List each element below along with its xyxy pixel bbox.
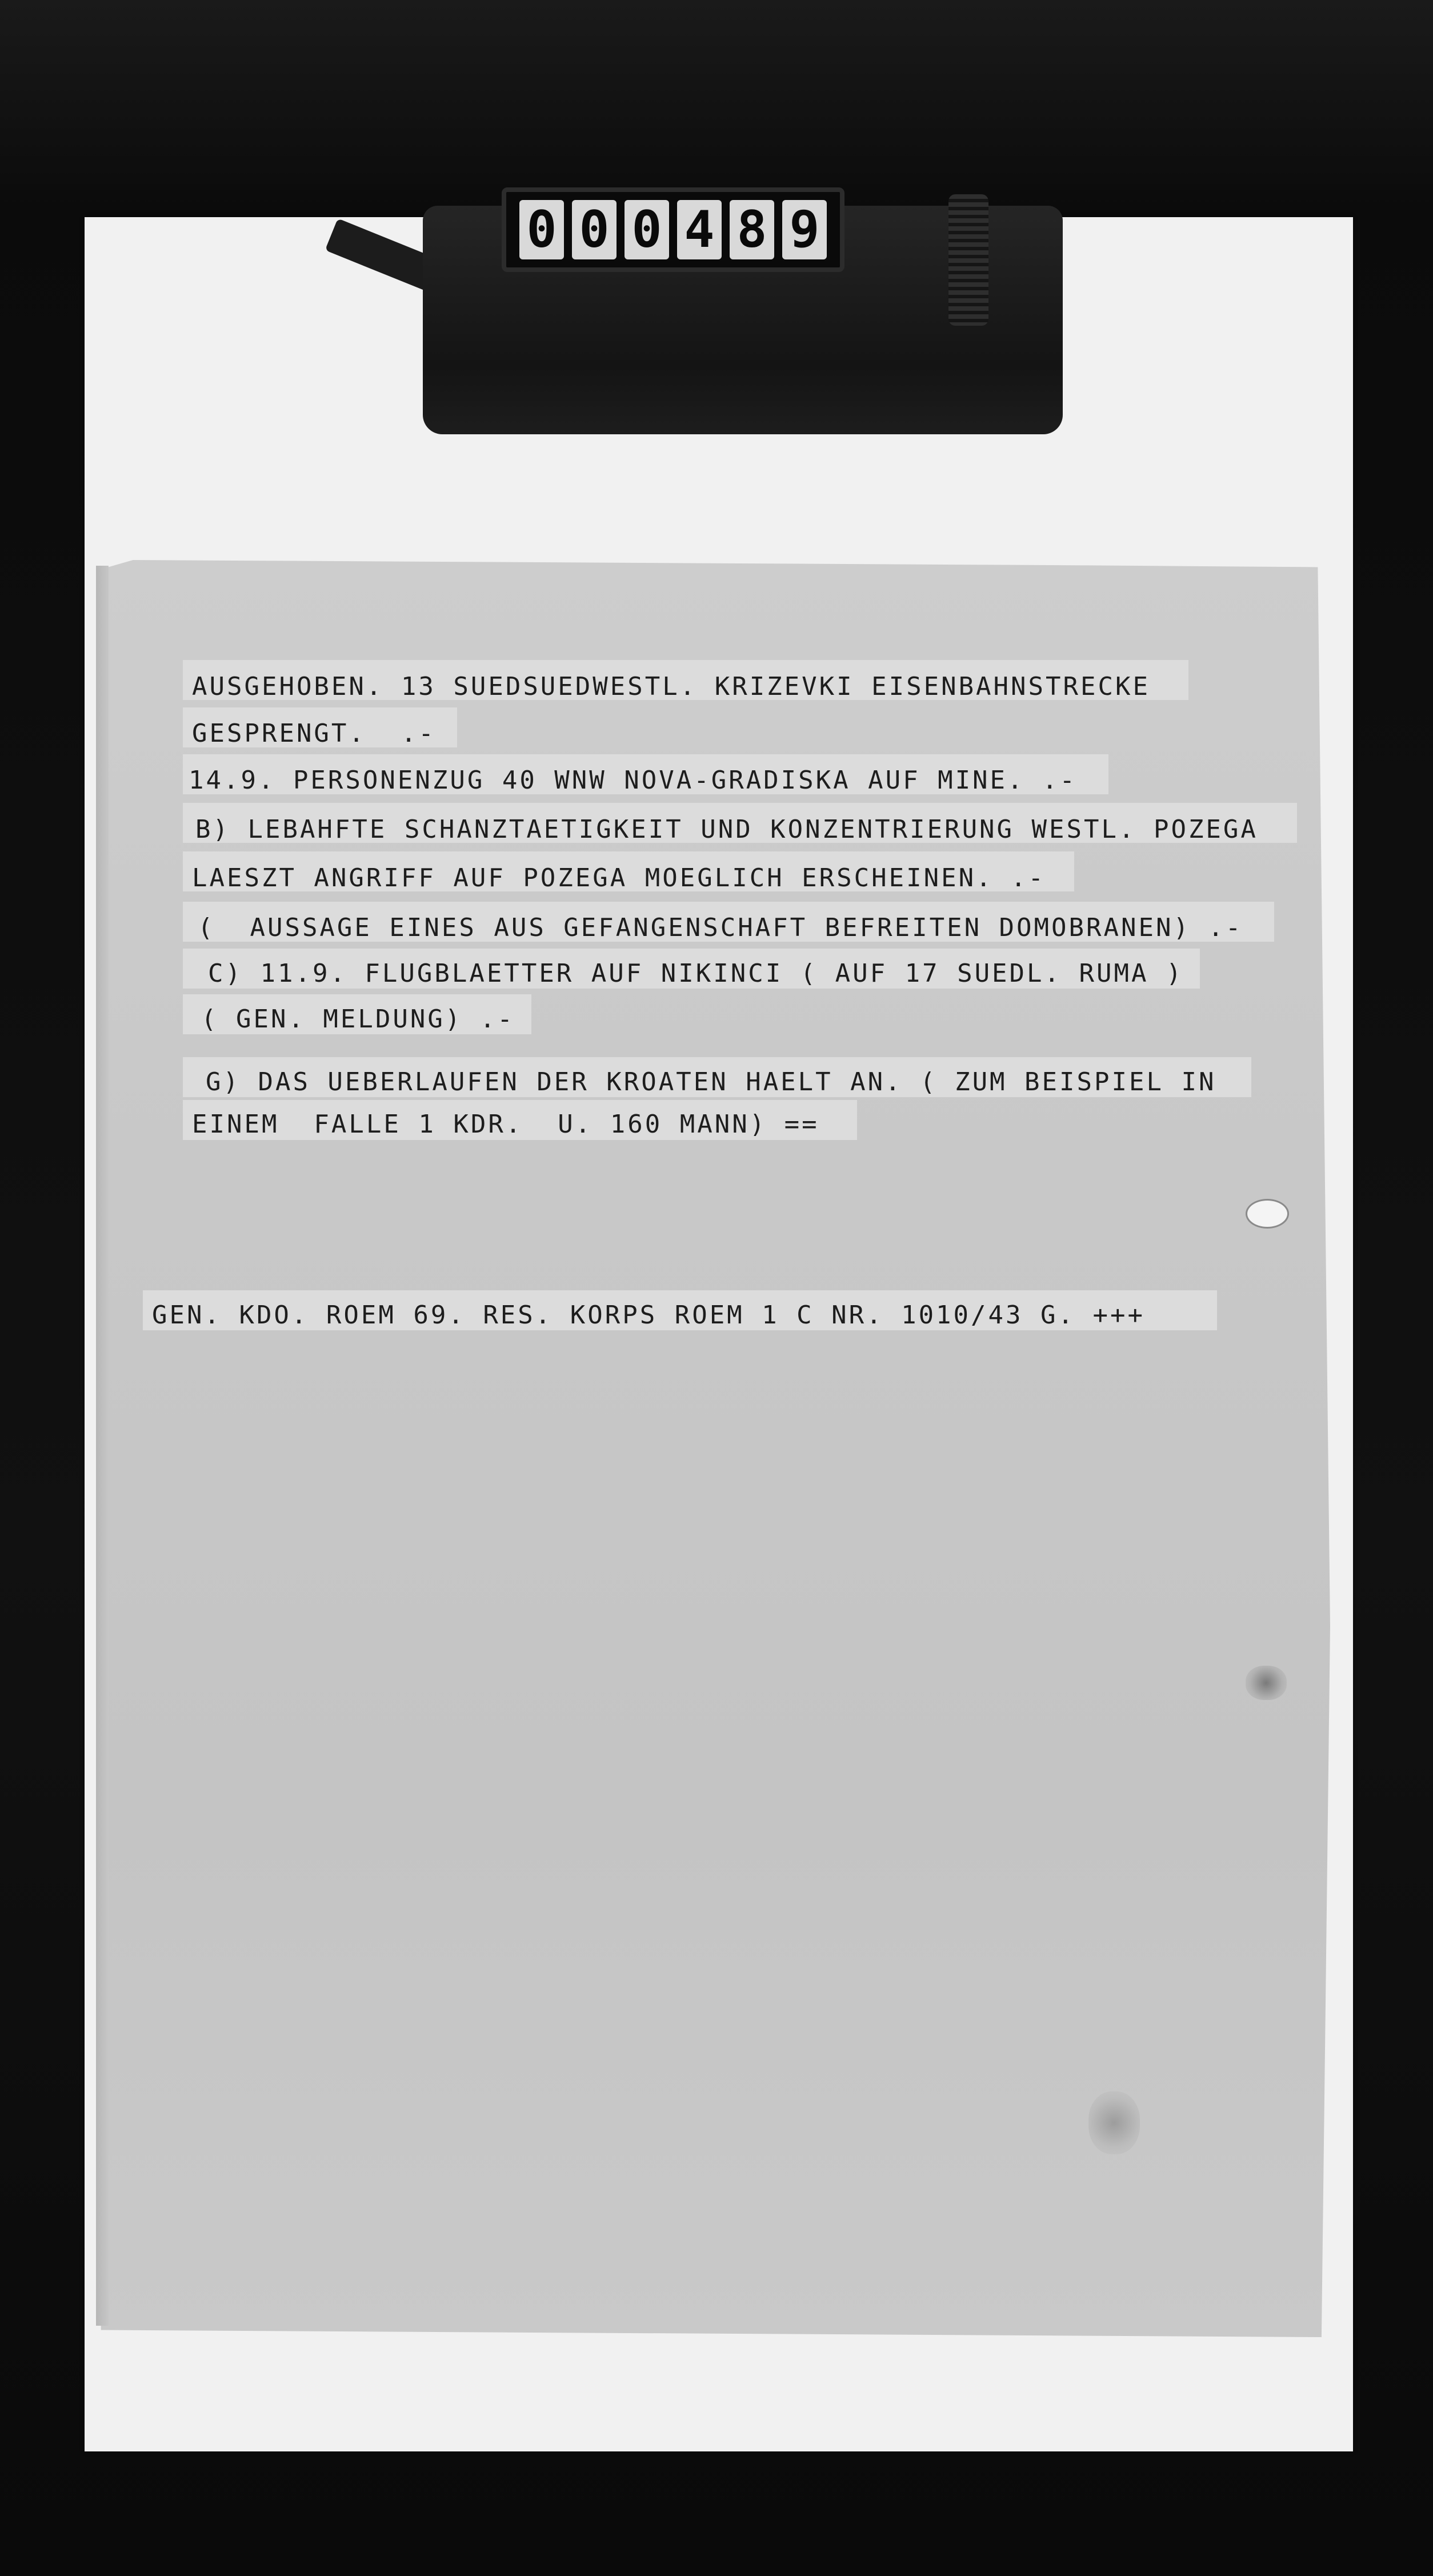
telex-line: ( GEN. MELDUNG) .- [201, 1005, 515, 1034]
frame-counter-device [320, 171, 994, 434]
punch-hole [1246, 1199, 1289, 1229]
telex-line: EINEM FALLE 1 KDR. U. 160 MANN) == [192, 1110, 819, 1139]
telex-signature-line: GEN. KDO. ROEM 69. RES. KORPS ROEM 1 C NR. 1010/43 G. +++ [152, 1301, 1145, 1330]
frame-digit: 8 [730, 200, 774, 259]
telex-line: B) LEBAHFTE SCHANZTAETIGKEIT UND KONZENTRIERUNG WESTL. POZEGA [195, 815, 1258, 844]
telex-line: GESPRENGT. .- [192, 719, 436, 748]
paper-edge [96, 566, 109, 2326]
paper-smudge [1088, 2091, 1140, 2154]
telex-line: C) 11.9. FLUGBLAETTER AUF NIKINCI ( AUF 17 SUEDL. RUMA ) [208, 959, 1184, 988]
telex-line: G) DAS UEBERLAUFEN DER KROATEN HAELT AN. ( ZUM BEISPIEL IN [206, 1067, 1216, 1097]
frame-digit: 4 [677, 200, 722, 259]
telex-line: ( AUSSAGE EINES AUS GEFANGENSCHAFT BEFREITEN DOMOBRANEN) .- [198, 913, 1243, 942]
frame-digit: 9 [782, 200, 827, 259]
telex-line: LAESZT ANGRIFF AUF POZEGA MOEGLICH ERSCHEINEN. .- [192, 863, 1046, 893]
paper-smudge [1246, 1666, 1287, 1700]
frame-number-display [502, 187, 844, 272]
frame-digit: 0 [519, 200, 564, 259]
telex-line: 14.9. PERSONENZUG 40 WNW NOVA-GRADISKA AUF MINE. .- [189, 766, 1078, 795]
counter-knob [948, 194, 988, 326]
frame-digit: 0 [572, 200, 617, 259]
telex-line: AUSGEHOBEN. 13 SUEDSUEDWESTL. KRIZEVKI EISENBAHNSTRECKE [192, 672, 1150, 701]
frame-digit: 0 [625, 200, 669, 259]
